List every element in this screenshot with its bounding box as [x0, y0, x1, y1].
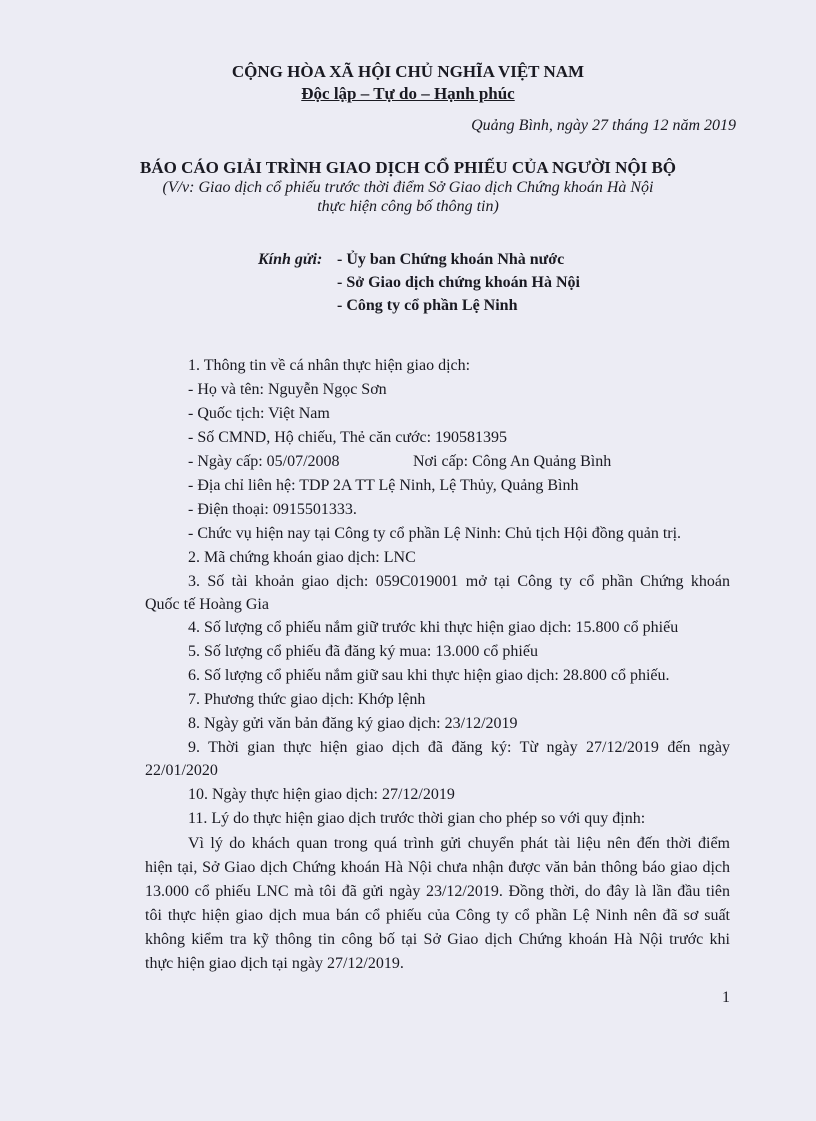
reason-paragraph-line: tôi thực hiện giao dịch mua bán cổ phiếu của Công ty cổ phần Lệ Ninh nên đã sơ suất — [145, 907, 730, 924]
reason-paragraph-line: 13.000 cổ phiếu LNC mà tôi đã gửi ngày 23/12/2019. Đồng thời, do đây là lần đầu tiên — [145, 883, 730, 900]
registered-buy-line: 5. Số lượng cổ phiếu đã đăng ký mua: 13.000 cổ phiếu — [188, 643, 538, 660]
id-number-line: - Số CMND, Hộ chiếu, Thẻ căn cước: 190581395 — [188, 429, 508, 446]
stock-code-line: 2. Mã chứng khoán giao dịch: LNC — [188, 549, 416, 566]
phone-line: - Điện thoại: 0915501333. — [188, 501, 357, 518]
nationality-line: - Quốc tịch: Việt Nam — [188, 405, 330, 422]
reason-paragraph-line: không kiểm tra kỹ thông tin công bố tại Sở Giao dịch Chứng khoán Hà Nội trước khi — [145, 931, 730, 948]
recipient-item: - Sở Giao dịch chứng khoán Hà Nội — [337, 274, 580, 291]
report-title: BÁO CÁO GIẢI TRÌNH GIAO DỊCH CỔ PHIẾU CỦA NGƯỜI NỘI BỘ — [139, 158, 677, 177]
reason-paragraph-line: hiện tại, Sở Giao dịch Chứng khoán Hà Nội chưa nhận được văn bản thông báo giao dịch — [145, 859, 730, 876]
registered-period-line-cont: 22/01/2020 — [145, 762, 218, 779]
place-date: Quảng Bình, ngày 27 tháng 12 năm 2019 — [471, 117, 736, 134]
position-line: - Chức vụ hiện nay tại Công ty cổ phần Lệ Ninh: Chủ tịch Hội đồng quản trị. — [188, 525, 682, 542]
issue-date-line: - Ngày cấp: 05/07/2008 — [188, 453, 340, 470]
recipients-label: Kính gửi: — [258, 251, 323, 268]
holdings-before-line: 4. Số lượng cổ phiếu nắm giữ trước khi thực hiện giao dịch: 15.800 cổ phiếu — [188, 619, 679, 636]
full-name-line: - Họ và tên: Nguyễn Ngọc Sơn — [188, 381, 387, 398]
registration-date-line: 8. Ngày gửi văn bản đăng ký giao dịch: 23/12/2019 — [188, 715, 518, 732]
method-line: 7. Phương thức giao dịch: Khớp lệnh — [188, 691, 426, 708]
registered-period-line: 9. Thời gian thực hiện giao dịch đã đăng ký: Từ ngày 27/12/2019 đến ngày — [188, 739, 730, 756]
national-title: CỘNG HÒA XÃ HỘI CHỦ NGHĨA VIỆT NAM — [231, 62, 585, 81]
subject-line-1: (V/v: Giao dịch cổ phiếu trước thời điểm Sở Giao dịch Chứng khoán Hà Nội — [162, 179, 654, 196]
issue-place-line: Nơi cấp: Công An Quảng Bình — [413, 453, 612, 470]
execution-date-line: 10. Ngày thực hiện giao dịch: 27/12/2019 — [188, 786, 455, 803]
motto: Độc lập – Tự do – Hạnh phúc — [301, 84, 515, 103]
account-line-cont: Quốc tế Hoàng Gia — [145, 596, 269, 613]
section-1-heading: 1. Thông tin về cá nhân thực hiện giao dịch: — [188, 357, 471, 374]
page-number: 1 — [722, 989, 730, 1006]
subject-line-2: thực hiện công bố thông tin) — [317, 198, 499, 215]
account-line: 3. Số tài khoản giao dịch: 059C019001 mở tại Công ty cổ phần Chứng khoán — [188, 573, 730, 590]
recipient-item: - Công ty cổ phần Lệ Ninh — [337, 297, 518, 314]
section-11-heading: 11. Lý do thực hiện giao dịch trước thời gian cho phép so với quy định: — [188, 810, 646, 827]
holdings-after-line: 6. Số lượng cổ phiếu nắm giữ sau khi thực hiện giao dịch: 28.800 cổ phiếu. — [188, 667, 670, 684]
reason-paragraph-line: Vì lý do khách quan trong quá trình gửi chuyển phát tài liệu nên đến thời điểm — [188, 835, 730, 852]
recipient-item: - Ủy ban Chứng khoán Nhà nước — [337, 251, 565, 268]
reason-paragraph-line: thực hiện giao dịch tại ngày 27/12/2019. — [145, 955, 404, 972]
address-line: - Địa chỉ liên hệ: TDP 2A TT Lệ Ninh, Lệ Thủy, Quảng Bình — [188, 477, 579, 494]
